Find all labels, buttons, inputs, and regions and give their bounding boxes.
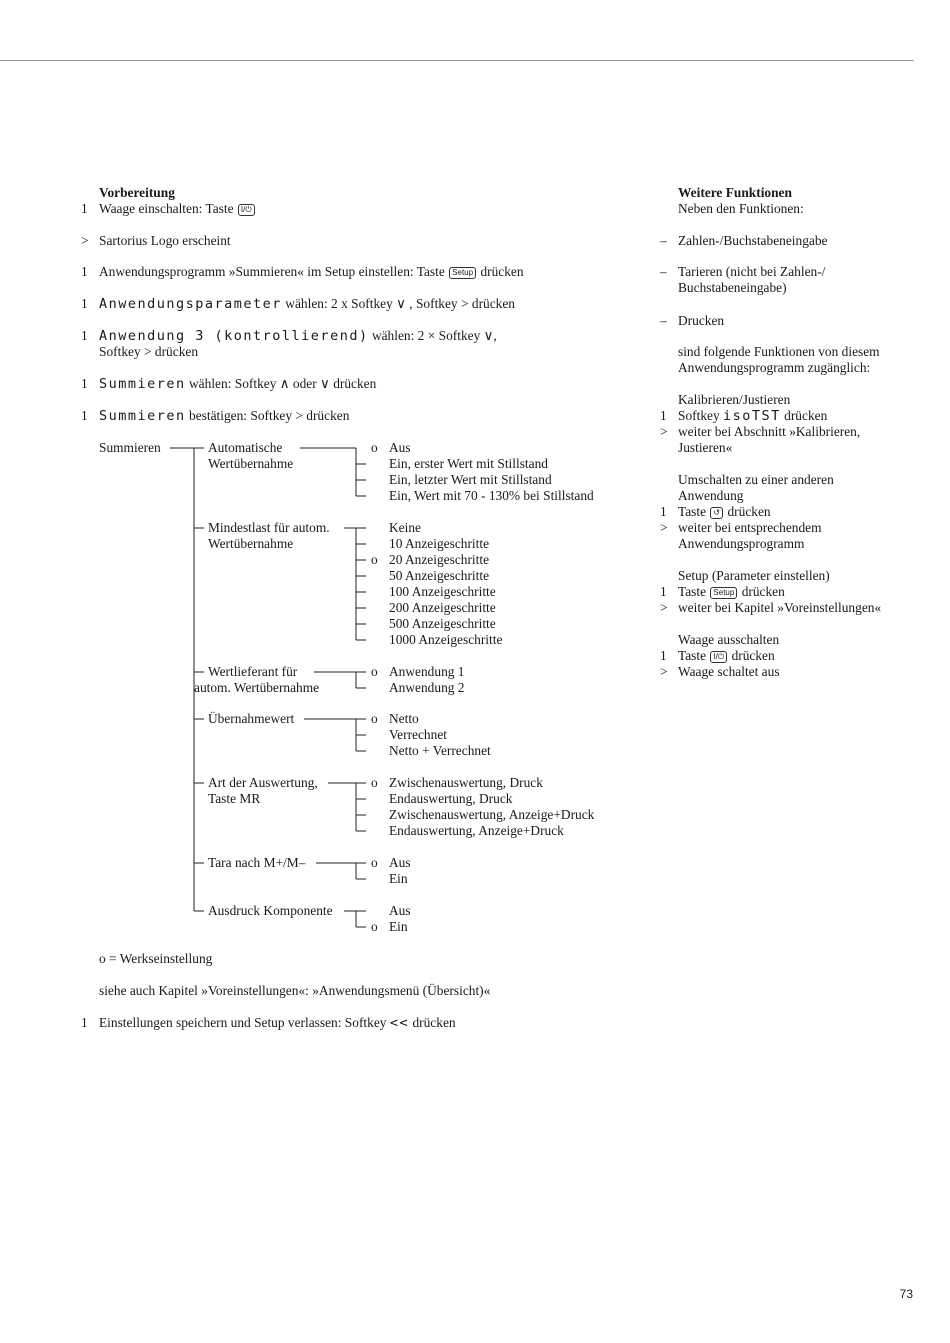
option: Anwendung 1 [389,664,465,679]
step-text: Anwendungsprogramm »Summieren« im Setup einstellen: Taste Setup drücken [99,264,524,279]
option: Ein [389,919,408,934]
step-marker: 1 [660,584,667,599]
option: Aus [389,855,411,870]
option: Endauswertung, Anzeige+Druck [389,823,564,838]
default-marker: o [371,711,378,726]
option: Endauswertung, Druck [389,791,513,806]
group-label: Taste MR [208,791,261,806]
default-marker: o [371,775,378,790]
section-title: Setup (Parameter einstellen) [678,568,830,583]
option: Netto [389,711,419,726]
step-text: Justieren« [678,440,733,455]
step-text: Sartorius Logo erscheint [99,233,231,248]
heading-vorbereitung: Vorbereitung [99,185,175,200]
option: Aus [389,903,411,918]
option: Zwischenauswertung, Druck [389,775,543,790]
para-text: Anwendungsprogramm zugänglich: [678,360,871,375]
option: 10 Anzeigeschritte [389,536,490,551]
group-label: Wertübernahme [208,536,294,551]
step-text-cont: Softkey > drücken [99,344,199,359]
legend-note: o = Werkseinstellung [99,951,213,966]
step-text: Waage einschalten: Taste I/⏻ [99,201,256,217]
step-text: Waage schaltet aus [678,664,780,679]
step-text: Summieren bestätigen: Softkey > drücken [99,408,350,424]
step-text: weiter bei Abschnitt »Kalibrieren, [678,424,861,439]
step-marker: 1 [81,376,88,391]
step-marker: 1 [81,1015,88,1030]
setup-key-icon: Setup [710,587,737,599]
dash-marker: – [660,264,667,279]
step-text: Taste ↺ drücken [678,504,771,519]
group-label: Tara nach M+/M– [208,855,306,870]
step-text: weiter bei Kapitel »Voreinstellungen« [678,600,882,615]
step-marker: 1 [660,408,667,423]
dash-marker: – [660,233,667,248]
step-marker: 1 [81,264,88,279]
step-marker: 1 [660,648,667,663]
option: Keine [389,520,421,535]
section-title: Kalibrieren/Justieren [678,392,791,407]
step-marker: > [660,424,668,439]
switch-app-key-icon: ↺ [710,507,723,519]
option: Zwischenauswertung, Anzeige+Druck [389,807,595,822]
group-label: Art der Auswertung, [208,775,318,790]
step-marker: > [660,600,668,615]
group-label: Ausdruck Komponente [208,903,333,918]
bullet-text: Drucken [678,313,725,328]
section-title: Anwendung [678,488,744,503]
step-text: Anwendungsprogramm [678,536,805,551]
step-text: Softkey isoTST drücken [678,408,828,424]
default-marker: o [371,552,378,567]
onoff-key-icon: I/⏻ [710,651,727,663]
group-label: Automatische [208,440,283,455]
step-marker: > [81,233,89,248]
option: Verrechnet [389,727,447,742]
option: Netto + Verrechnet [389,743,491,758]
bullet-text: Tarieren (nicht bei Zahlen-/ [678,264,826,279]
option: Ein [389,871,408,886]
step-text: Anwendungsparameter wählen: 2 x Softkey ∨ , Softkey > drücken [99,296,515,312]
see-also-note: siehe auch Kapitel »Voreinstellungen«: »Anwendungsmenü (Übersicht)« [99,983,491,998]
group-label: Wertübernahme [208,456,294,471]
step-text: Summieren wählen: Softkey ∧ oder ∨ drücken [99,376,377,392]
default-marker: o [371,855,378,870]
option: Ein, letzter Wert mit Stillstand [389,472,552,487]
default-marker: o [371,919,378,934]
step-marker: 1 [81,201,88,216]
group-label: Übernahmewert [208,711,295,726]
section-title: Waage ausschalten [678,632,780,647]
step-marker: > [660,664,668,679]
bullet-text: Buchstabeneingabe) [678,280,787,295]
step-text: Taste I/⏻ drücken [678,648,775,663]
section-title: Umschalten zu einer anderen [678,472,834,487]
final-step: Einstellungen speichern und Setup verlassen: Softkey << drücken [99,1015,456,1031]
option: 20 Anzeigeschritte [389,552,490,567]
step-marker: 1 [81,328,88,343]
step-text: Anwendung 3 (kontrollierend) wählen: 2 × Softkey ∨, [99,328,497,344]
group-label: Mindestlast für autom. [208,520,330,535]
step-marker: > [660,520,668,535]
option: Anwendung 2 [389,680,465,695]
onoff-key-icon: I/⏻ [238,204,255,216]
step-marker: 1 [81,408,88,423]
default-marker: o [371,440,378,455]
dash-marker: – [660,313,667,328]
option: Aus [389,440,411,455]
option: 500 Anzeigeschritte [389,616,496,631]
intro-text: Neben den Funktionen: [678,201,804,216]
page-number: 73 [899,1287,913,1301]
option: 200 Anzeigeschritte [389,600,496,615]
setup-key-icon: Setup [449,267,476,279]
para-text: sind folgende Funktionen von diesem [678,344,880,359]
step-marker: 1 [660,504,667,519]
step-text: Taste Setup drücken [678,584,785,599]
option: Ein, erster Wert mit Stillstand [389,456,548,471]
option: Ein, Wert mit 70 - 130% bei Stillstand [389,488,594,503]
step-marker: 1 [81,296,88,311]
option: 1000 Anzeigeschritte [389,632,503,647]
group-label: autom. Wertübernahme [194,680,320,695]
bullet-text: Zahlen-/Buchstabeneingabe [678,233,828,248]
option: 50 Anzeigeschritte [389,568,490,583]
step-text: weiter bei entsprechendem [678,520,822,535]
tree-root: Summieren [99,440,161,455]
option: 100 Anzeigeschritte [389,584,496,599]
default-marker: o [371,664,378,679]
group-label: Wertlieferant für [208,664,298,679]
heading-weitere-funktionen: Weitere Funktionen [678,185,792,200]
